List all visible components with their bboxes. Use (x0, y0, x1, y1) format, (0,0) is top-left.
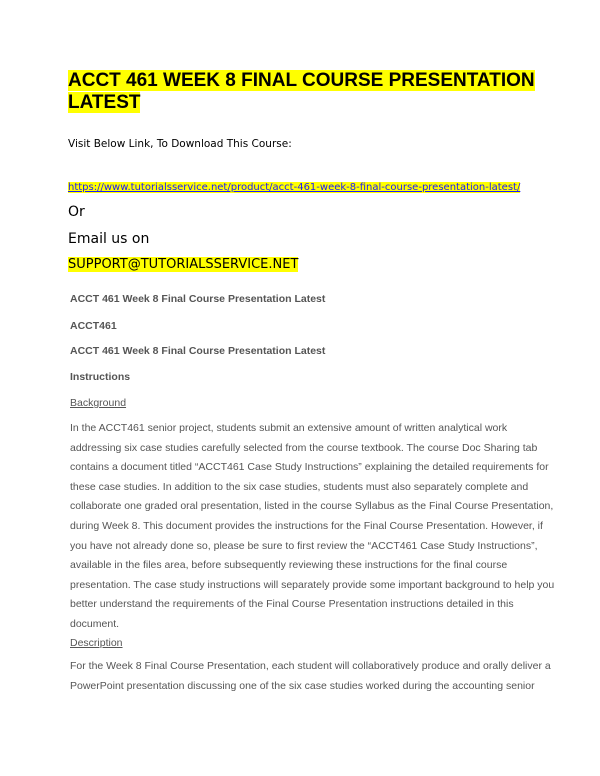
course-code: ACCT461 (70, 320, 117, 332)
paragraph-line: presentation. The case study instructions will separately provide some important background to help you (70, 578, 555, 591)
description-label: Description (70, 637, 123, 649)
background-paragraph (70, 419, 555, 635)
paragraph-line: these case studies. In addition to the six case studies, students must also separately complete and (70, 480, 529, 493)
paragraph-line: better understand the requirements of the Final Course Presentation instructions detailed in this (70, 598, 514, 611)
course-heading: ACCT 461 Week 8 Final Course Presentation Latest (70, 293, 326, 305)
paragraph-line: contains a document titled “ACCT461 Case Study Instructions” explaining the detailed requirements for (70, 461, 549, 474)
email-label: Email us on (68, 231, 150, 247)
instructions-heading: Instructions (70, 371, 131, 383)
paragraph-line: addressing six case studies carefully selected from the course textbook. The course Doc Sharing tab (70, 441, 538, 454)
download-instruction: Visit Below Link, To Download This Course: (68, 138, 292, 150)
paragraph-line: For the Week 8 Final Course Presentation, each student will collaboratively produce and orally deliver a (70, 660, 551, 672)
paragraph-line: during Week 8. This document provides the instructions for the Final Course Presentation. However, if (70, 519, 543, 532)
document-title (68, 70, 538, 114)
paragraph-line: document. (70, 617, 120, 630)
course-link[interactable]: https://www.tutorialsservice.net/product/acct-461-week-8-final-course-presentation-latest/ (68, 182, 521, 193)
background-label: Background (70, 397, 127, 409)
paragraph-line: you have not already done so, please be sure to first review the “ACCT461 Case Study Instructions”, (70, 539, 538, 552)
description-paragraph (70, 657, 551, 696)
paragraph-line: PowerPoint presentation discussing one of the six case studies worked during the accounting senior (70, 679, 535, 692)
paragraph-line: collaborate one graded oral presentation, listed in the course Syllabus as the Final Course Presentation, (70, 500, 554, 513)
or-text: Or (68, 204, 85, 220)
support-email[interactable]: SUPPORT@TUTORIALSSERVICE.NET (68, 257, 299, 272)
paragraph-line: In the ACCT461 senior project, students submit an extensive amount of written analytical work (70, 422, 508, 434)
course-subheading: ACCT 461 Week 8 Final Course Presentation Latest (70, 345, 326, 357)
paragraph-line: available in the files area, before subsequently reviewing these instructions for the final course (70, 559, 508, 572)
title-highlight: ACCT 461 WEEK 8 FINAL COURSE PRESENTATION LATEST (68, 70, 535, 113)
